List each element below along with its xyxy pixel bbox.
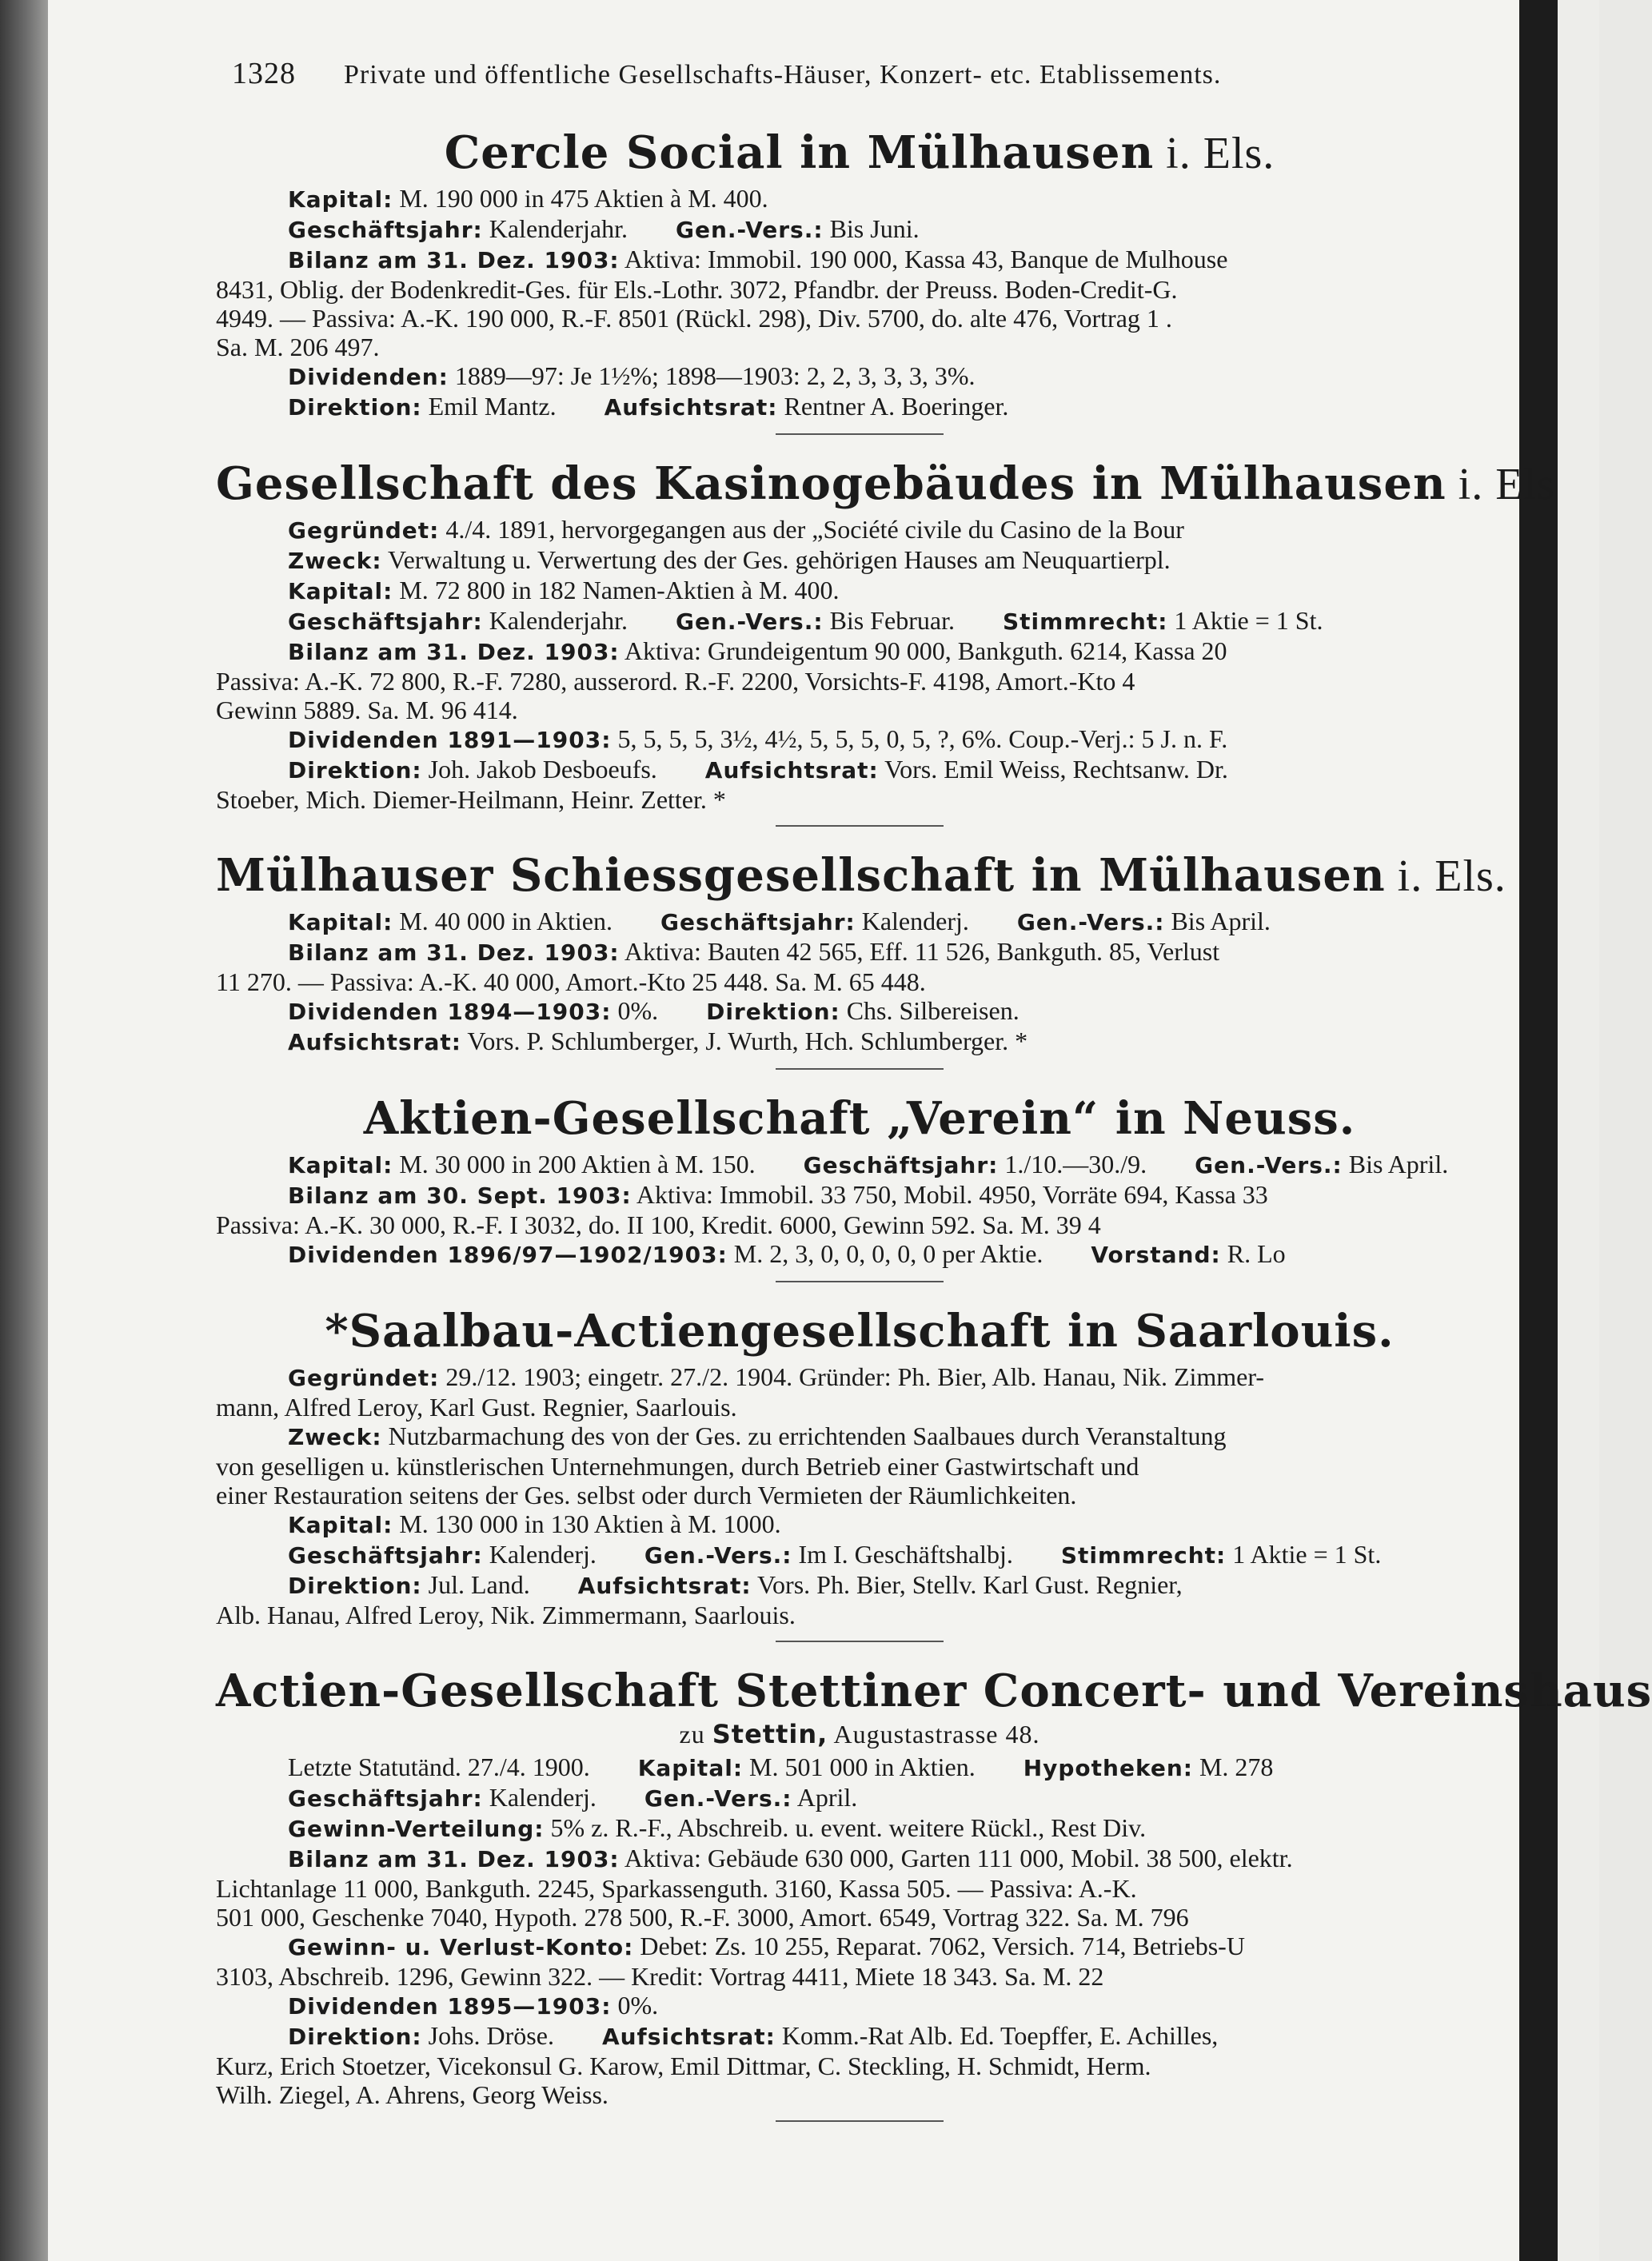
facing-page-edge [1558, 0, 1599, 2261]
field-value: 1./10.—30./9. [998, 1150, 1147, 1178]
entry-line [216, 2080, 1503, 2109]
field-value: Kalenderj. [482, 1783, 597, 1812]
field-value: M. 40 000 in Aktien. [393, 907, 613, 935]
entry-line [216, 1753, 1503, 1783]
right-margin-bar [1519, 0, 1558, 2261]
company-address [216, 1719, 1503, 1749]
field-value: Vors. Ph. Bier, Stellv. Karl Gust. Regnier, [751, 1570, 1183, 1599]
field-value: Kalenderj. [855, 907, 969, 935]
field-value: Jul. Land. [421, 1570, 530, 1599]
field-value: 8431, Oblig. der Bodenkredit-Ges. für Els.-Lothr. 3072, Pfandbr. der Preuss. Boden-Credit-G. [216, 275, 1178, 304]
field-label: Aufsichtsrat: [604, 394, 778, 421]
company-entry [216, 457, 1555, 827]
field-value: Kalenderj. [482, 1540, 597, 1569]
field-value: Bis April. [1342, 1150, 1449, 1178]
field-label: Bilanz am 31. Dez. 1903: [288, 1846, 620, 1872]
field-value: 1 Aktie = 1 St. [1167, 606, 1323, 635]
entry-line [216, 361, 1503, 392]
field-value: Chs. Silbereisen. [840, 996, 1020, 1025]
running-header [232, 56, 1503, 91]
field-value: mann, Alfred Leroy, Karl Gust. Regnier, Saarlouis. [216, 1393, 737, 1422]
field-label: Gewinn- u. Verlust-Konto: [288, 1934, 634, 1960]
field-value: Nutzbarmachung des von der Ges. zu errichtenden Saalbaues durch Veranstaltung [381, 1422, 1227, 1450]
entry-line [216, 1027, 1503, 1057]
company-name: Actien-Gesellschaft Stettiner Concert- und Vereinshaus [216, 1665, 1652, 1717]
field-value: Komm.-Rat Alb. Ed. Toepffer, E. Achilles, [775, 2021, 1219, 2050]
field-label: Zweck: [288, 548, 382, 574]
field-value: 11 270. — Passiva: A.-K. 40 000, Amort.-Kto 25 448. Sa. M. 65 448. [216, 967, 926, 996]
field-label: Aufsichtsrat: [601, 2024, 776, 2050]
entry-line [216, 1783, 1503, 1813]
running-title: Private und öffentliche Gesellschafts-Häuser, Konzert- etc. Etablissements. [344, 60, 1222, 90]
field-value: Sa. M. 206 497. [216, 333, 380, 361]
field-value: Kurz, Erich Stoetzer, Vicekonsul G. Karow, Emil Dittmar, C. Steckling, H. Schmidt, Herm. [216, 2052, 1151, 2080]
field-label: Gen.-Vers.: [644, 1785, 792, 1812]
field-value: Passiva: A.-K. 30 000, R.-F. I 3032, do. II 100, Kredit. 6000, Gewinn 592. Sa. M. 39 4 [216, 1210, 1101, 1239]
field-value: 5% z. R.-F., Abschreib. u. event. weitere Rückl., Rest Div. [544, 1813, 1147, 1842]
field-label: Gewinn-Verteilung: [288, 1816, 545, 1842]
entry-line [216, 606, 1503, 636]
field-value: Lichtanlage 11 000, Bankguth. 2245, Sparkassenguth. 3160, Kassa 505. — Passiva: A.-K. [216, 1874, 1137, 1903]
entry-line [216, 333, 1503, 361]
company-location-suffix: i. Els. [1385, 851, 1506, 901]
entry-line [216, 1903, 1503, 1932]
field-label: Bilanz am 31. Dez. 1903: [288, 247, 620, 273]
field-value: M. 190 000 in 475 Aktien à M. 400. [393, 184, 768, 213]
entry-line [216, 785, 1503, 814]
field-label: Geschäftsjahr: [803, 1152, 999, 1178]
entry-line [216, 2021, 1503, 2052]
field-label: Dividenden: [288, 364, 449, 390]
company-name: Cercle Social in Mülhausen [444, 126, 1155, 179]
address-subtitle-post: Augustastrasse 48. [828, 1720, 1040, 1749]
company-title [216, 849, 1506, 902]
address-subtitle-pre: zu [679, 1720, 712, 1749]
field-label: Bilanz am 31. Dez. 1903: [288, 939, 620, 966]
field-label: Dividenden 1895—1903: [288, 1993, 612, 2020]
field-value: Bis Juni. [823, 214, 920, 243]
company-name: Mülhauser Schiessgesellschaft in Mülhausen [216, 849, 1386, 902]
field-value: 0%. [611, 1991, 659, 2020]
field-value: 1 Aktie = 1 St. [1226, 1540, 1382, 1569]
field-value: Alb. Hanau, Alfred Leroy, Nik. Zimmermann, Saarlouis. [216, 1601, 796, 1629]
field-value: M. 501 000 in Aktien. [743, 1753, 976, 1781]
company-title [216, 1305, 1503, 1358]
entry-line [216, 1540, 1503, 1570]
field-label: Kapital: [288, 578, 393, 604]
field-value: Verwaltung u. Verwertung des der Ges. gehörigen Hauses am Neuquartierpl. [381, 545, 1171, 574]
entry-line [216, 696, 1503, 724]
field-label: Kapital: [637, 1755, 744, 1781]
field-label: Gen.-Vers.: [644, 1542, 792, 1569]
entry-line [216, 2052, 1503, 2080]
field-label: Gen.-Vers.: [675, 608, 824, 635]
company-entry [216, 1305, 1503, 1642]
field-label: Gegründet: [288, 1365, 440, 1391]
company-location-suffix: i. Els. [1154, 129, 1275, 178]
company-entry [216, 849, 1506, 1070]
field-value: Aktiva: Bauten 42 565, Eff. 11 526, Bankguth. 85, Verlust [619, 937, 1220, 966]
entry-line [216, 576, 1503, 606]
entry-line [216, 937, 1503, 967]
company-entry [216, 1092, 1503, 1282]
entry-line [216, 724, 1503, 755]
page-number: 1328 [232, 57, 296, 90]
field-value: M. 30 000 in 200 Aktien à M. 150. [393, 1150, 756, 1178]
field-value: 4./4. 1891, hervorgegangen aus der „Société civile du Casino de la Bour [439, 515, 1184, 544]
field-label: Gen.-Vers.: [1195, 1152, 1343, 1178]
company-entry [216, 1665, 1652, 2122]
entry-line [216, 1150, 1503, 1180]
entry-line [216, 1239, 1503, 1270]
field-value: Wilh. Ziegel, A. Ahrens, Georg Weiss. [216, 2080, 609, 2109]
entry-line [216, 545, 1503, 576]
field-value: M. 278 [1192, 1753, 1274, 1781]
entry-line [216, 245, 1503, 275]
entries-list [216, 126, 1652, 2122]
entry-line [216, 1813, 1503, 1844]
entry-line [216, 755, 1503, 785]
field-value: 501 000, Geschenke 7040, Hypoth. 278 500, R.-F. 3000, Amort. 6549, Vortrag 322. Sa. M. 796 [216, 1903, 1189, 1932]
field-value: Kalenderjahr. [482, 214, 628, 243]
field-value: Passiva: A.-K. 72 800, R.-F. 7280, ausserord. R.-F. 2200, Vorsichts-F. 4198, Amort.-Kto 4 [216, 667, 1135, 696]
field-value: Rentner A. Boeringer. [777, 392, 1009, 421]
field-value: M. 130 000 in 130 Aktien à M. 1000. [393, 1509, 781, 1538]
field-label: Geschäftsjahr: [288, 1542, 483, 1569]
company-name: Gesellschaft des Kasinogebäudes in Mülhausen [216, 457, 1446, 510]
field-value: Vors. Emil Weiss, Rechtsanw. Dr. [878, 755, 1228, 784]
field-label: Aufsichtsrat: [288, 1029, 461, 1055]
field-label: Dividenden 1894—1903: [288, 999, 612, 1025]
field-label: Direktion: [288, 2024, 422, 2050]
field-value: Gewinn 5889. Sa. M. 96 414. [216, 696, 518, 724]
entry-line [216, 1393, 1503, 1422]
field-value: von geselligen u. künstlerischen Unternehmungen, durch Betrieb einer Gastwirtschaft und [216, 1452, 1139, 1481]
field-value: 5, 5, 5, 5, 3½, 4½, 5, 5, 5, 0, 5, ?, 6%. Coup.-Verj.: 5 J. n. F. [611, 724, 1228, 753]
entry-line [216, 1570, 1503, 1601]
field-value: Aktiva: Immobil. 190 000, Kassa 43, Banque de Mulhouse [619, 245, 1228, 273]
field-value: Aktiva: Gebäude 630 000, Garten 111 000, Mobil. 38 500, elektr. [619, 1844, 1293, 1872]
entry-line [216, 1452, 1503, 1481]
field-value: Debet: Zs. 10 255, Reparat. 7062, Versich. 714, Betriebs-U [633, 1932, 1245, 1960]
entry-divider [776, 1641, 944, 1642]
field-label: Gen.-Vers.: [675, 217, 824, 243]
field-value: Bis Februar. [823, 606, 955, 635]
company-title [216, 1665, 1652, 1717]
entry-line [216, 1210, 1503, 1239]
field-value: 4949. — Passiva: A.-K. 190 000, R.-F. 8501 (Rückl. 298), Div. 5700, do. alte 476, Vortrag 1 . [216, 304, 1172, 333]
field-value: 29./12. 1903; eingetr. 27./2. 1904. Gründer: Ph. Bier, Alb. Hanau, Nik. Zimmer- [439, 1362, 1265, 1391]
entry-divider [776, 1068, 944, 1070]
field-label: Stimmrecht: [1060, 1542, 1227, 1569]
field-value: Emil Mantz. [421, 392, 557, 421]
field-value: R. Lo [1220, 1239, 1286, 1268]
entry-line [216, 1874, 1503, 1903]
field-label: Aufsichtsrat: [577, 1573, 752, 1599]
entry-line [216, 184, 1503, 214]
field-value: Im I. Geschäftshalbj. [792, 1540, 1013, 1569]
entry-line [216, 1601, 1503, 1629]
field-value: Aktiva: Immobil. 33 750, Mobil. 4950, Vorräte 694, Kassa 33 [631, 1180, 1268, 1209]
entry-line [216, 636, 1503, 667]
field-value: Bis April. [1164, 907, 1271, 935]
field-label: Direktion: [288, 1573, 422, 1599]
field-label: Gegründet: [288, 517, 440, 544]
field-value: 1889—97: Je 1½%; 1898—1903: 2, 2, 3, 3, 3, 3%. [448, 361, 976, 390]
company-title [216, 457, 1555, 510]
field-label: Kapital: [288, 1512, 393, 1538]
field-label: Kapital: [288, 1152, 393, 1178]
field-label: Hypotheken: [1023, 1755, 1193, 1781]
field-value: April. [792, 1783, 858, 1812]
field-label: Stimmrecht: [1003, 608, 1168, 635]
address-subtitle-city: Stettin, [712, 1719, 828, 1749]
field-label: Geschäftsjahr: [288, 608, 483, 635]
entry-line [216, 907, 1503, 937]
field-value: Johs. Dröse. [421, 2021, 554, 2050]
field-label: Direktion: [706, 999, 840, 1025]
entry-divider [776, 2120, 944, 2122]
entry-line [216, 392, 1503, 422]
entry-line [216, 1962, 1503, 1991]
field-label: Geschäftsjahr: [288, 1785, 483, 1812]
field-value: Vors. P. Schlumberger, J. Wurth, Hch. Schlumberger. * [461, 1027, 1028, 1055]
company-location-suffix: i. Els [1446, 460, 1555, 509]
field-label: Direktion: [288, 757, 422, 784]
field-label: Aufsichtsrat: [704, 757, 879, 784]
entry-line [216, 275, 1503, 304]
field-value: M. 72 800 in 182 Namen-Aktien à M. 400. [393, 576, 840, 604]
entry-line [216, 1362, 1503, 1393]
entry-line [216, 667, 1503, 696]
field-value: Aktiva: Grundeigentum 90 000, Bankguth. 6214, Kassa 20 [619, 636, 1227, 665]
field-label: Dividenden 1896/97—1902/1903: [288, 1242, 728, 1268]
field-label: Bilanz am 31. Dez. 1903: [288, 639, 620, 665]
field-value: Joh. Jakob Desboeufs. [421, 755, 657, 784]
field-label: Geschäftsjahr: [660, 909, 856, 935]
field-value: M. 2, 3, 0, 0, 0, 0, 0 per Aktie. [727, 1239, 1043, 1268]
field-label: Bilanz am 30. Sept. 1903: [288, 1182, 632, 1209]
entry-line [216, 1509, 1503, 1540]
field-value: 0%. [611, 996, 659, 1025]
field-value: Stoeber, Mich. Diemer-Heilmann, Heinr. Zetter. * [216, 785, 726, 814]
field-value: einer Restauration seitens der Ges. selbst oder durch Vermieten der Räumlichkeiten. [216, 1481, 1077, 1509]
company-entry [216, 126, 1503, 435]
entry-line [216, 1844, 1503, 1874]
company-title [216, 126, 1503, 179]
entry-line [216, 1932, 1503, 1962]
company-title [216, 1092, 1503, 1145]
entry-line [216, 996, 1503, 1027]
entry-divider [776, 1281, 944, 1282]
entry-line [216, 304, 1503, 333]
entry-divider [776, 825, 944, 827]
entry-divider [776, 433, 944, 435]
field-label: Kapital: [288, 186, 393, 213]
entry-line [216, 1481, 1503, 1509]
field-value: 3103, Abschreib. 1296, Gewinn 322. — Kredit: Vortrag 4411, Miete 18 343. Sa. M. 22 [216, 1962, 1104, 1991]
entry-line [216, 967, 1503, 996]
company-name: *Saalbau-Actiengesellschaft in Saarlouis. [325, 1305, 1395, 1358]
entry-line [216, 1422, 1503, 1452]
field-label: Dividenden 1891—1903: [288, 727, 612, 753]
entry-line [216, 214, 1503, 245]
field-label: Geschäftsjahr: [288, 217, 483, 243]
page-content [216, 56, 1652, 2144]
field-label: Direktion: [288, 394, 422, 421]
field-label: Vorstand: [1091, 1242, 1221, 1268]
company-name: Aktien-Gesellschaft „Verein“ in Neuss. [363, 1092, 1356, 1145]
field-label: Zweck: [288, 1424, 382, 1450]
field-label: Gen.-Vers.: [1016, 909, 1165, 935]
entry-line [216, 515, 1503, 545]
entry-line [216, 1180, 1503, 1210]
field-value: Letzte Statutänd. 27./4. 1900. [288, 1753, 590, 1781]
field-value: Kalenderjahr. [482, 606, 628, 635]
field-label: Kapital: [288, 909, 393, 935]
entry-line [216, 1991, 1503, 2021]
